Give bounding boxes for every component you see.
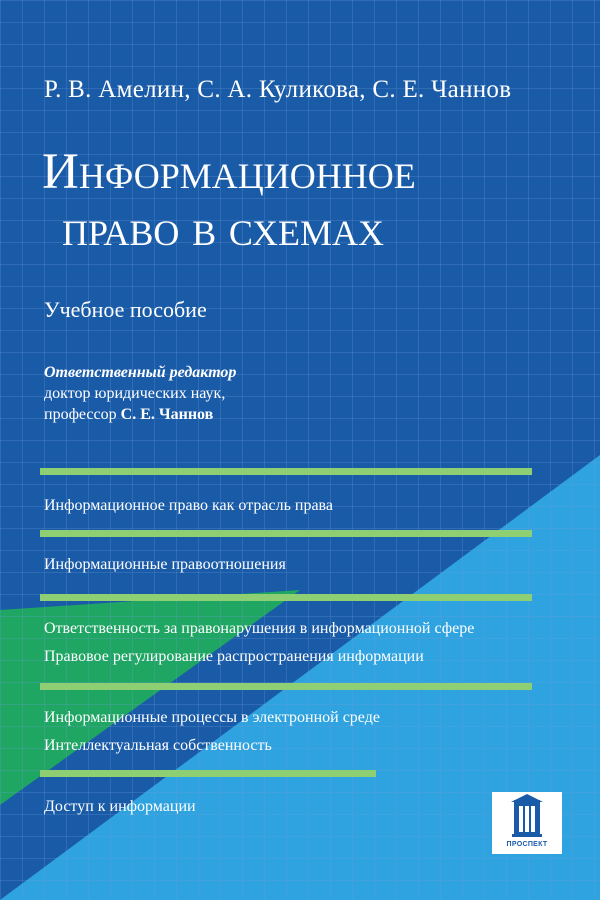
divider-bar [40,683,532,690]
publisher-name: ПРОСПЕКТ [506,841,548,848]
publisher-logo [492,792,562,854]
title-line-2: право в схемах [62,201,385,257]
publisher-building-icon [492,792,562,842]
editor-rank: профессор [44,406,121,423]
topic-item: Информационные правоотношения [44,556,286,573]
authors: Р. В. Амелин, С. А. Куликова, С. Е. Чаннов [44,76,512,103]
topic-item: Интеллектуальная собственность [44,737,272,754]
topic-item: Информационное право как отрасль права [44,497,333,514]
editor-name: С. Е. Чаннов [120,406,214,423]
editor-title [44,406,213,424]
divider-bar [40,770,376,777]
divider-bar [40,594,532,601]
subtitle: Учебное пособие [44,297,207,322]
divider-bar [40,530,532,537]
divider-bar [40,468,532,475]
editor-degree: доктор юридических наук, [44,385,226,402]
title-line-1: Информационное [42,144,416,200]
topic-item: Правовое регулирование распространения информации [44,648,424,665]
topic-item: Информационные процессы в электронной среде [44,709,380,726]
editor-label: Ответственный редактор [44,364,237,381]
topic-item: Ответственность за правонарушения в информационной сфере [44,620,475,637]
topic-item: Доступ к информации [44,798,196,815]
